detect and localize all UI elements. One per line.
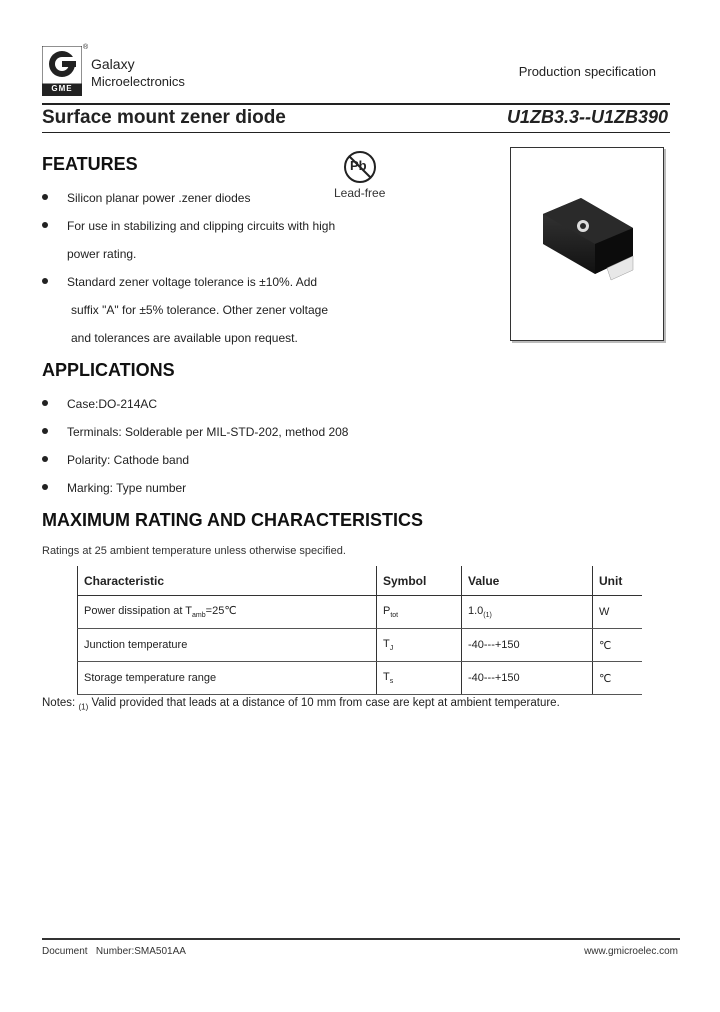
applications-list — [42, 396, 382, 508]
table-header-row — [78, 566, 643, 596]
cell-subscript: s — [389, 678, 394, 686]
logo-mark-letter — [55, 54, 56, 55]
feature-text: suffix "A" for ±5% tolerance. Other zener voltage — [71, 303, 329, 317]
cell-text: 1.0 — [468, 604, 484, 617]
column-header: Value — [462, 566, 593, 596]
cell-subscript: tot — [390, 612, 399, 620]
company-name-line2: Microelectronics — [91, 74, 185, 89]
product-image — [510, 147, 664, 341]
cell-symbol — [377, 662, 462, 695]
cell-text: Junction temperature — [84, 639, 188, 651]
cell-symbol — [377, 629, 462, 662]
cell-unit: W — [593, 596, 643, 629]
document-number: Document Number:SMA501AA — [42, 946, 186, 957]
list-item — [42, 190, 342, 218]
list-item — [42, 396, 382, 424]
feature-text: For use in stabilizing and clipping circuits with high — [67, 219, 336, 233]
bullet-dot — [42, 400, 48, 406]
part-number-range: U1ZB3.3--U1ZB390 — [506, 107, 668, 127]
header-rule — [42, 103, 670, 105]
cell-unit: ℃ — [593, 662, 643, 695]
cell-note: (1) — [483, 612, 492, 620]
feature-text: and tolerances are available upon request. — [71, 331, 298, 345]
bullet-dot — [42, 428, 48, 434]
list-item-continuation — [42, 330, 342, 358]
application-text: Polarity: Cathode band — [67, 453, 190, 467]
column-header: Characteristic — [78, 566, 377, 596]
table-row — [78, 662, 643, 695]
cell-text: Power dissipation at T — [84, 605, 193, 618]
cell-text: Storage temperature range — [84, 672, 217, 684]
ratings-heading: MAXIMUM RATING AND CHARACTERISTICS — [42, 510, 423, 530]
registered-mark: ® — [83, 44, 89, 51]
footer-rule — [42, 938, 680, 940]
cell-symbol — [377, 596, 462, 629]
table-row — [78, 629, 643, 662]
table-row — [78, 596, 643, 629]
ratings-table — [77, 566, 642, 695]
cell-text: T — [383, 670, 390, 683]
cell-subscript: J — [389, 645, 394, 653]
company-name-line1: Galaxy — [91, 56, 135, 72]
cell-text: =25℃ — [205, 605, 237, 618]
cell-value: -40---+150 — [462, 662, 593, 695]
cell-characteristic — [78, 629, 377, 662]
application-text: Terminals: Solderable per MIL-STD-202, method 208 — [67, 425, 349, 439]
company-name — [91, 55, 185, 91]
list-item — [42, 452, 382, 480]
cell-text: T — [383, 637, 390, 650]
ratings-note: Ratings at 25 ambient temperature unless otherwise specified. — [42, 545, 346, 557]
logo-sub-text: GME — [51, 84, 73, 93]
bullet-dot — [42, 456, 48, 462]
title-rule — [42, 132, 670, 133]
notes — [42, 697, 560, 711]
cell-value — [462, 596, 593, 629]
bullet-dot — [42, 194, 48, 200]
cell-characteristic — [78, 596, 377, 629]
cell-text: P — [383, 604, 391, 617]
features-list — [42, 190, 342, 358]
production-spec-label: Production specification — [518, 64, 656, 79]
bullet-dot — [42, 278, 48, 284]
list-item — [42, 218, 342, 246]
notes-ref: (1) — [78, 702, 89, 712]
list-item — [42, 274, 342, 302]
column-header: Symbol — [377, 566, 462, 596]
list-item-continuation — [42, 302, 342, 330]
bullet-dot — [42, 222, 48, 228]
applications-heading: APPLICATIONS — [42, 360, 175, 380]
column-header: Unit — [593, 566, 643, 596]
feature-text: power rating. — [67, 247, 137, 261]
cell-unit: ℃ — [593, 629, 643, 662]
lead-free-symbol: Pb — [350, 158, 367, 173]
feature-text: Standard zener voltage tolerance is ±10%. Add — [67, 275, 318, 289]
document-title: Surface mount zener diode — [42, 107, 286, 128]
list-item — [42, 480, 382, 508]
cell-value: -40---+150 — [462, 629, 593, 662]
notes-label: Notes: — [42, 697, 76, 709]
list-item-continuation — [42, 246, 342, 274]
features-heading: FEATURES — [42, 154, 138, 174]
bullet-dot — [42, 484, 48, 490]
list-item — [42, 424, 382, 452]
lead-free-label: Lead-free — [334, 186, 386, 200]
cell-characteristic — [78, 662, 377, 695]
feature-text: Silicon planar power .zener diodes — [67, 191, 251, 205]
application-text: Marking: Type number — [67, 481, 187, 495]
cell-subscript: amb — [192, 612, 206, 620]
application-text: Case:DO-214AC — [67, 397, 158, 411]
website-url[interactable]: www.gmicroelec.com — [584, 946, 678, 957]
notes-text: Valid provided that leads at a distance of 10 mm from case are kept at ambient temperature. — [91, 697, 560, 709]
